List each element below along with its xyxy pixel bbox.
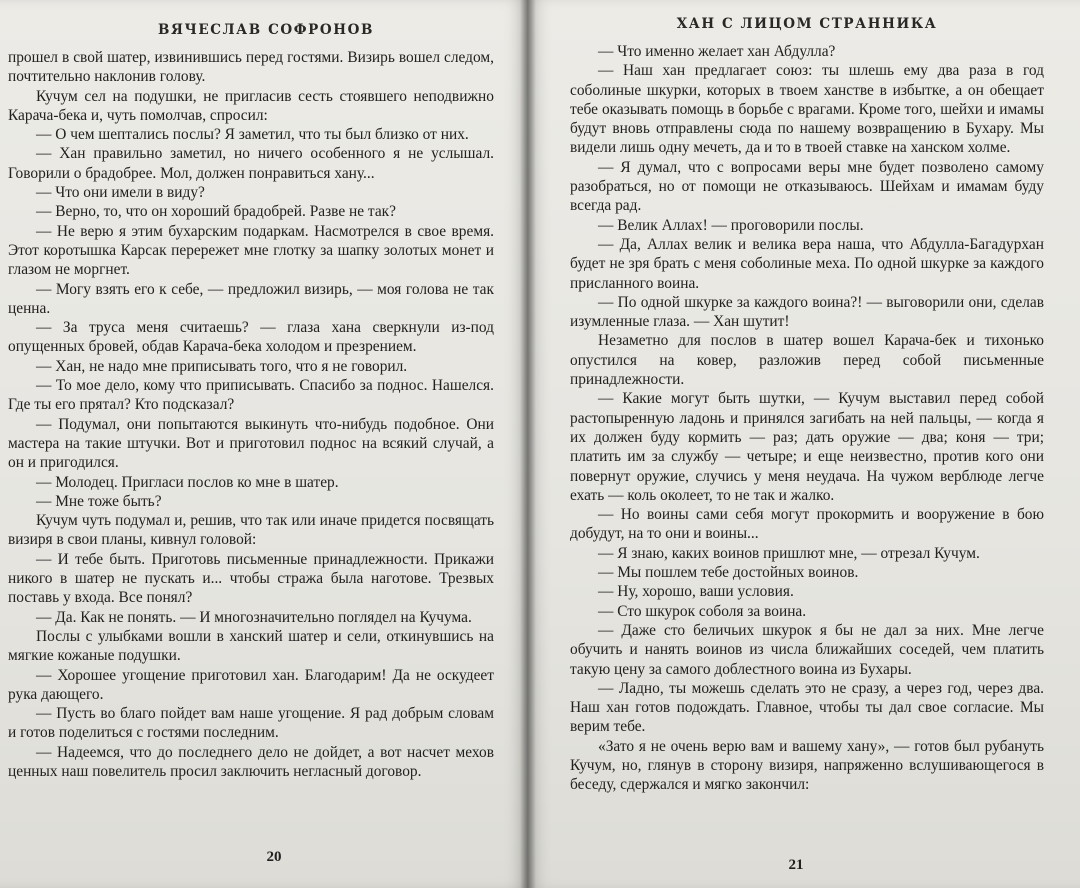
right-page [528,0,1080,888]
paragraph: — Но воины сами себя могут прокормить и вооружение в бою добудут, на то они и воины... [570,506,1044,543]
paragraph: — Что именно желает хан Абдулла? [598,43,836,60]
paragraph: — О чем шептались послы? Я заметил, что ты был близко от них. [36,126,469,144]
paragraph: — То мое дело, кому что приписывать. Спасибо за поднос. Нашелся. Где ты его прятал? Кто подсказал? [8,377,494,414]
paragraph: — Я думал, что с вопросами веры мне будет позволено самому разобраться, но от помощи не отказываюсь. Шейхам и имамам буду всегда рад. [570,158,1044,215]
paragraph: прошел в свой шатер, извинившись перед гостями. Визирь вошел следом, почтительно наклонив голову. [8,49,494,86]
paragraph: — Мне тоже быть? [36,492,162,510]
paragraph: — Наш хан предлагает союз: ты шлешь ему два раза в год соболиные шкурки, которых в твоем ханстве в избытке, а он обещает тебе оказывать помощь в борьбе с врагами. Кроме того, шейхи и имамы будут вновь отправлены сюда по нашему возвращению в Бухару. Мы видели лишь одну мечеть, да и то в твоей ставке на ханском холме. [570,62,1044,157]
paragraph: — Хан, не надо мне приписывать того, что я не говорил. [36,357,408,375]
paragraph: — Что они имели в виду? [36,184,205,202]
right-page-header: ХАН С ЛИЦОМ СТРАННИКА [676,16,938,32]
left-page-text [8,48,494,781]
paragraph: — Да, Аллах велик и велика вера наша, что Абдулла-Багадурхан будет не зря брать с меня соболиные меха. По одной шкурке за каждого присланного воина. [570,235,1044,292]
paragraph: Кучум чуть подумал и, решив, что так или иначе придется посвящать визиря в свои планы, кивнул головой: [8,512,494,549]
paragraph: — Хан правильно заметил, но ничего особенного я не услышал. Говорили о брадобрее. Мол, должен понравиться хану... [8,145,494,182]
paragraph: — Пусть во благо пойдет вам наше угощение. Я рад добрым словам и готов поделиться с гостями последним. [8,705,494,742]
paragraph: — Молодец. Пригласи послов ко мне в шатер. [36,473,339,491]
paragraph: — За труса меня считаешь? — глаза хана сверкнули из-под опущенных бровей, обдав Карача-бека холодом и презрением. [8,319,494,356]
paragraph: Незаметно для послов в шатер вошел Карача-бек и тихонько опустился на ковер, разложив перед собой письменные принадлежности. [570,332,1044,389]
paragraph: — И тебе быть. Приготовь письменные принадлежности. Прикажи никого в шатер не пускать и... чтобы стража была наготове. Трезвых поставь у входа. Все понял? [8,550,494,607]
paragraph: — Мы пошлем тебе достойных воинов. [598,564,859,582]
paragraph: — Какие могут быть шутки, — Кучум выставил перед собой растопыренную ладонь и принялся загибать на ней пальцы, — когда я их должен буду кормить — раз; дать оружие — два; коня — три; платить им за службу — четыре; и еще неизвестно, против кого они повернут оружие, случись у меня неудача. На чужом верблюде легче ехать — коль околеет, то не так и жалко. [570,390,1044,504]
left-page-number: 20 [266,849,282,865]
book-gutter [520,0,536,888]
paragraph: — Ну, хорошо, ваши условия. [598,583,794,601]
paragraph: — Хорошее угощение приготовил хан. Благодарим! Да не оскудеет рука дающего. [8,666,494,703]
right-page-text [570,42,1044,795]
left-page-header: ВЯЧЕСЛАВ СОФРОНОВ [157,22,375,38]
paragraph: — Да. Как не понять. — И многозначительно поглядел на Кучума. [36,608,472,626]
paragraph: — Верно, то, что он хороший брадобрей. Разве не так? [36,203,396,221]
paragraph: — По одной шкурке за каждого воина?! — выговорили они, сделав изумленные глаза. — Хан шутит! [570,293,1044,331]
paragraph: Послы с улыбками вошли в ханский шатер и сели, откинувшись на мягкие кожаные подушки. [8,627,494,665]
paragraph: Кучум сел на подушки, не пригласив сесть стоявшего неподвижно Карача-бека и, чуть помолчав, спросил: [8,87,494,124]
paragraph: — Не верю я этим бухарским подаркам. Насмотрелся в свое время. Этот коротышка Карсак перережет мне глотку за шапку золотых монет и глазом не моргнет. [8,222,494,279]
paragraph: — Могу взять его к себе, — предложил визирь, — моя голова не так ценна. [8,280,494,317]
paragraph: — Сто шкурок соболя за воина. [598,602,807,620]
paragraph: «Зато я не очень верю вам и вашему хану», — готов был рубануть Кучум, но, глянув в сторону визиря, напряженно вслушивающегося в беседу, сдержался и мягко закончил: [570,737,1044,794]
paragraph: — Даже сто беличьих шкурок я бы не дал за них. Мне легче обучить и нанять воинов из числа ближайших соседей, чем платить такую цену за самого доблестного воина из Бухары. [570,621,1044,678]
paragraph: — Велик Аллах! — проговорили послы. [598,216,864,234]
right-page-number: 21 [788,857,804,873]
paragraph: — Подумал, они попытаются выкинуть что-нибудь подобное. Они мастера на такие штучки. Вот и приготовил поднос на всякий случай, а он и пригодился. [8,415,494,472]
left-page [0,0,528,888]
paragraph: — Я знаю, каких воинов пришлют мне, — отрезал Кучум. [598,544,980,562]
paragraph: — Ладно, ты можешь сделать это не сразу, а через год, через два. Наш хан готов подождать. Главное, чтобы ты дал свое согласие. Мы верим тебе. [570,679,1044,736]
paragraph: — Надеемся, что до последнего дело не дойдет, а вот насчет мехов ценных наш повелитель просил заключить негласный договор. [8,743,494,780]
